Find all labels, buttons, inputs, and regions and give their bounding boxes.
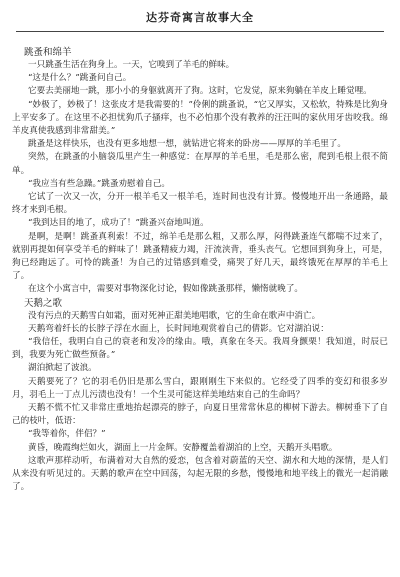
paragraph: “我信任，我明白自己的衰老和发冷的缘由。哦，真象在冬天。我周身颤栗！我知道，时辰已到，我要为死亡做些预备。” bbox=[12, 337, 388, 361]
story-section bbox=[12, 46, 388, 297]
paragraph: “这是什么？”跳蚤问自己。 bbox=[28, 73, 132, 84]
paragraph: 没有污点的天鹅雪白如霜，面对死神正甜美地唱歌，它的生命在歌声中消亡。 bbox=[28, 310, 321, 321]
paragraph: 在这个小寓言中，需要对事物深化讨论，假如像跳蚤那样，懒惰就晚了。 bbox=[28, 284, 304, 295]
paragraph: “我等着你，伴侣？” bbox=[28, 429, 106, 440]
header-divider bbox=[16, 31, 384, 32]
paragraph: 一只跳蚤生活在狗身上。一天，它嗅到了羊毛的鲜味。 bbox=[28, 60, 235, 70]
document-header-title: 达芬奇寓言故事大全 bbox=[146, 11, 254, 24]
story-title: 跳蚤和绵羊 bbox=[24, 47, 72, 58]
paragraph: 是啊，是啊！跳蚤真利索！不过，绵羊毛是那么粗，又那么厚，闷得跳蚤连气都喘不过来了，就别再提如何享受羊毛的鲜味了！跳蚤精疲力竭，汗流浃背，垂头丧气。它想回到狗身上，可是，狗已经跑远了。可怜的跳蚤！为自己的过错感到难受，痛哭了好几天，最终饿死在厚厚的羊毛上了。 bbox=[12, 231, 388, 282]
paragraph: 黄昏，晚霞绚烂如火，湖面上一片金辉。安静覆盖着湖泊的上空，天鹅开头唱歌。 bbox=[28, 442, 338, 453]
paragraph: 跳蚤是这样快乐，也没有更多地想一想，就钻进它将来的卧房——厚厚的羊毛里了。 bbox=[28, 139, 346, 150]
paragraph: 湖泊掀起了波浪。 bbox=[28, 363, 97, 374]
paragraph: 它要去美丽地一跳，那小小的身躯就离开了狗。这时，它发觉，原来狗躺在羊皮上睡觉哩。 bbox=[28, 86, 372, 97]
story-section bbox=[12, 297, 388, 495]
paragraph: “我应当有些急躁。”跳蚤劝慰着自己。 bbox=[28, 178, 170, 189]
paragraph: 这歌声那样动听，布满着对大自然的爱恋，包含着对蔚蓝的天空、湖水和大地的深情，是人们从来没有听见过的。天鹅的歌声在空中回荡，勾起无限的乡愁，慢慢地和地平线上的微光一起消融了。 bbox=[12, 455, 388, 493]
paragraph: 天鹅不慌不忙又非常庄重地抬起漂亮的脖子，向夏日里常常休息的柳树下游去。柳树垂下了自己的枝叶，低语： bbox=[12, 403, 388, 427]
story-title: 天鹅之歌 bbox=[24, 297, 63, 309]
paragraph: 它试了一次又一次，分开一根羊毛又一根羊毛，连时间也没有计算。慢慢地开出一条通路，最终才来到毛根。 bbox=[12, 192, 388, 216]
paragraph: 突然，在跳蚤的小脑袋瓜里产生一种感觉：在厚厚的羊毛里，毛是那么密，爬到毛根上很不简单。 bbox=[12, 152, 388, 176]
paragraph: 天鹅弯着纤长的长脖子浮在水面上，长时间地观赏着自己的倩影。它对湖泊说： bbox=[28, 323, 329, 334]
paragraph: “我到达目的地了，成功了！”跳蚤兴奋地叫道。 bbox=[28, 218, 209, 229]
paragraph: 天鹅要死了？它的羽毛仍旧是那么雪白，跟刚刚生下来似的。它经受了四季的变幻和很多岁月，羽毛上一丁点儿污渍也没有！一个生灵可能这样美地结束自己的生命吗？ bbox=[12, 376, 388, 400]
paragraph: “妙极了，妙极了！这张皮才是我需要的！”伶俐的跳蚤说，“它又厚实，又松软，特殊是比狗身上平安多了。在这里不必担忧狗爪子搔痒，也不必怕那个没有教养的汪汪叫的家伙用牙齿咬我。绵羊皮真使我感到非常甜美。” bbox=[12, 99, 388, 137]
